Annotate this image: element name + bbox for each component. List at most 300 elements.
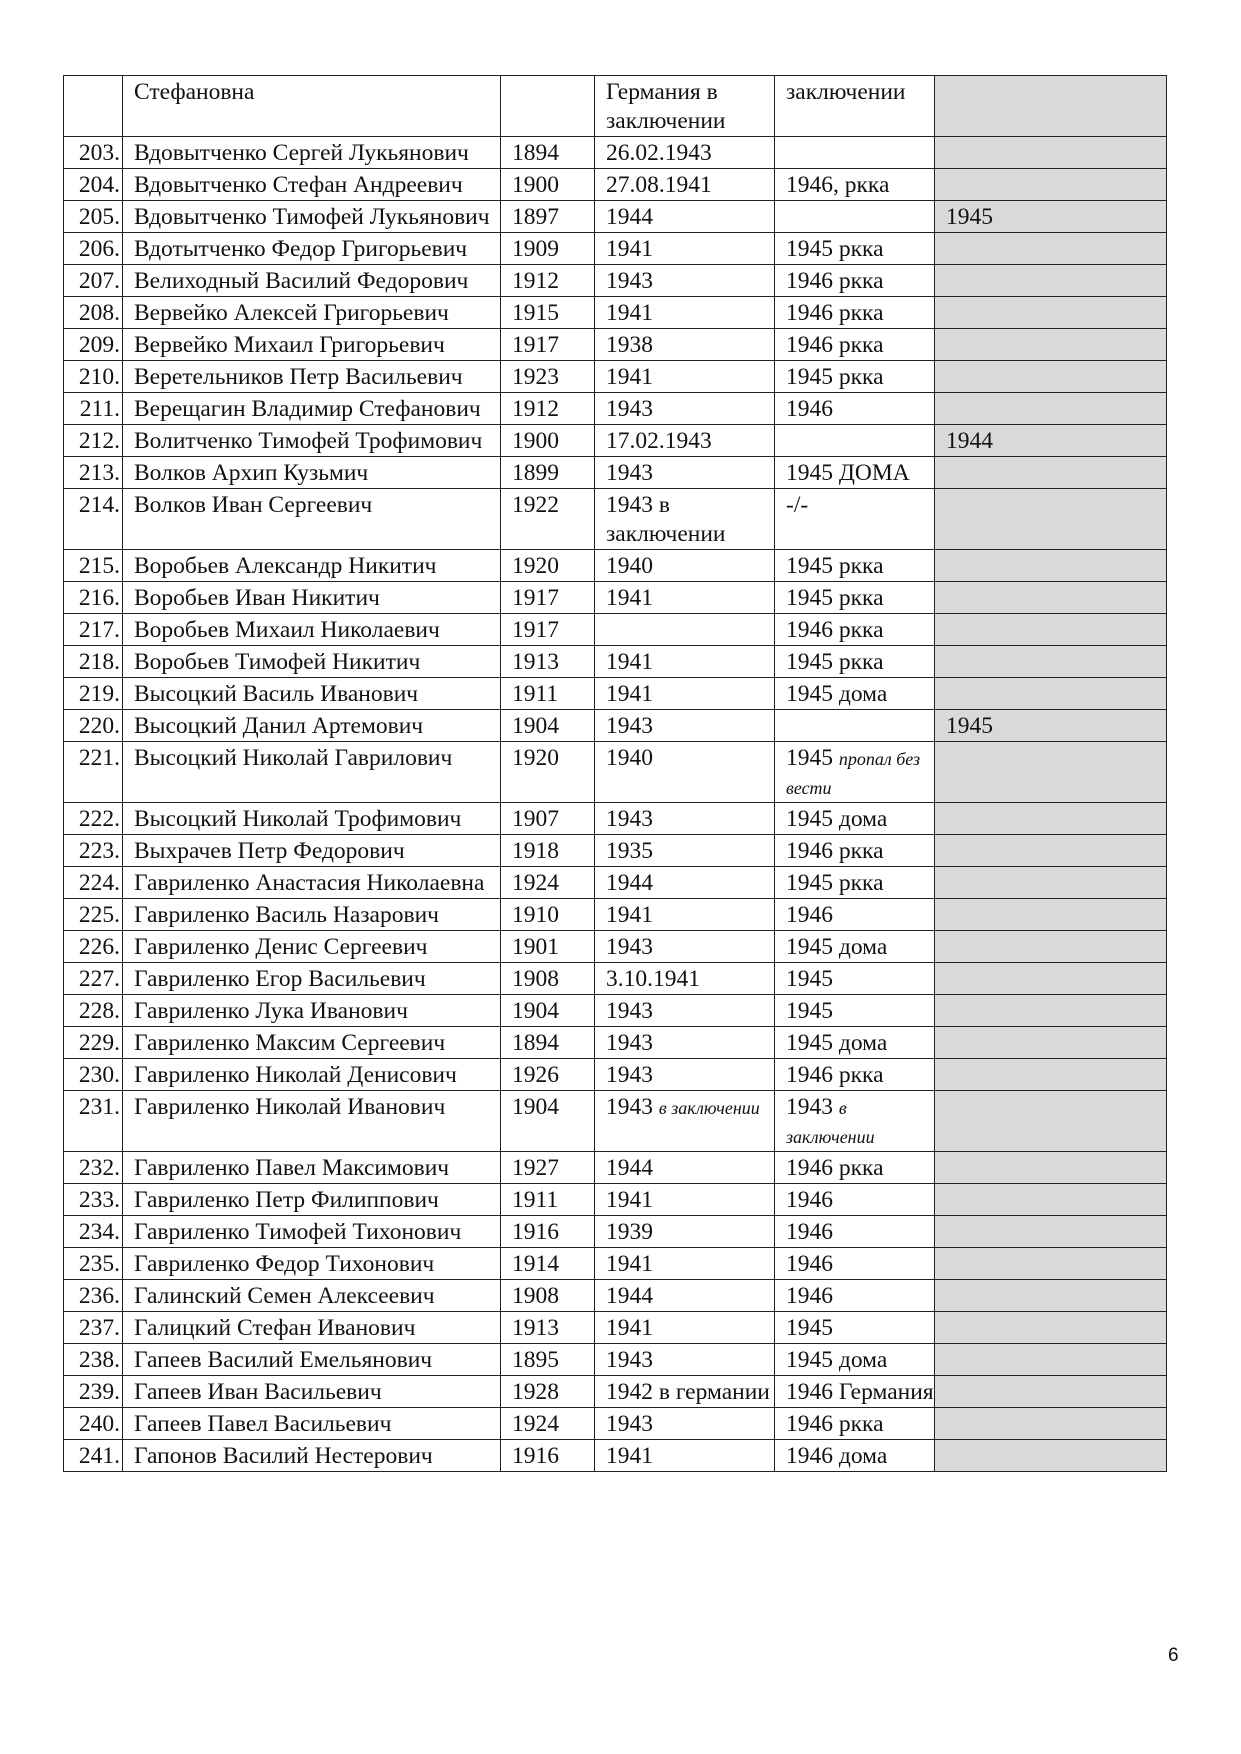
departure-date-cell (595, 835, 775, 867)
record-number: 230. (78, 1062, 120, 1088)
death-year-cell (935, 1376, 1167, 1408)
person-name-cell (123, 742, 501, 803)
person-name-cell (123, 489, 501, 550)
return-info: 1945 (786, 966, 833, 992)
birth-year-cell (501, 1248, 595, 1280)
birth-year-cell (501, 1376, 595, 1408)
person-name-cell (123, 614, 501, 646)
record-number: 236. (78, 1283, 120, 1309)
person-name-cell (123, 297, 501, 329)
return-info: 1945 ркка (786, 585, 884, 611)
death-year-cell (935, 457, 1167, 489)
table-row (64, 137, 1167, 169)
departure-date-cell (595, 995, 775, 1027)
person-name: Высоцкий Данил Артемович (134, 713, 424, 739)
departure-date: 27.08.1941 (606, 172, 712, 198)
person-name: Волитченко Тимофей Трофимович (134, 428, 483, 454)
departure-date: 3.10.1941 (606, 966, 700, 992)
departure-date: 1944 (606, 204, 653, 230)
person-name: Воробьев Александр Никитич (134, 553, 437, 579)
record-number: 205. (78, 204, 120, 230)
death-year-cell (935, 614, 1167, 646)
table-row (64, 710, 1167, 742)
record-number: 213. (78, 460, 120, 486)
record-number-cell (64, 678, 123, 710)
table-row (64, 233, 1167, 265)
record-number: 210. (78, 364, 120, 390)
return-info-cell (775, 550, 935, 582)
record-number: 240. (78, 1411, 120, 1437)
person-name: Гавриленко Николай Иванович (134, 1094, 446, 1120)
birth-year: 1924 (512, 870, 559, 896)
person-name: Высоцкий Николай Трофимович (134, 806, 462, 832)
return-info-cell (775, 329, 935, 361)
record-number-cell (64, 995, 123, 1027)
departure-date-cell (595, 1059, 775, 1091)
birth-year-cell (501, 1344, 595, 1376)
return-info: 1945 ркка (786, 870, 884, 896)
record-number: 216. (78, 585, 120, 611)
record-number-cell (64, 76, 123, 137)
person-name-cell (123, 169, 501, 201)
death-year-cell (935, 1344, 1167, 1376)
birth-year-cell (501, 582, 595, 614)
return-info: 1946 Германия (786, 1379, 934, 1405)
person-name-cell (123, 550, 501, 582)
record-number-cell (64, 457, 123, 489)
table-row (64, 1408, 1167, 1440)
person-name-cell (123, 678, 501, 710)
record-number: 219. (78, 681, 120, 707)
record-number-cell (64, 1059, 123, 1091)
death-year-cell (935, 899, 1167, 931)
return-info-cell (775, 393, 935, 425)
person-name-cell (123, 1440, 501, 1472)
death-year-cell (935, 1312, 1167, 1344)
departure-date-cell (595, 1440, 775, 1472)
table-row (64, 457, 1167, 489)
return-info-cell (775, 931, 935, 963)
record-number-cell (64, 393, 123, 425)
birth-year: 1908 (512, 1283, 559, 1309)
table-row (64, 803, 1167, 835)
departure-date: 1935 (606, 838, 653, 864)
return-info-cell (775, 963, 935, 995)
record-number-cell (64, 265, 123, 297)
record-number-cell (64, 1408, 123, 1440)
departure-date: 1941 (606, 681, 653, 707)
return-info-cell (775, 233, 935, 265)
table-row (64, 329, 1167, 361)
person-name: Гавриленко Денис Сергеевич (134, 934, 428, 960)
person-name: Гавриленко Лука Иванович (134, 998, 408, 1024)
departure-date: 1943 (606, 1030, 653, 1056)
person-name: Галинский Семен Алексеевич (134, 1283, 435, 1309)
return-info: 1945 ДОМА (786, 460, 910, 486)
table-row (64, 393, 1167, 425)
death-year-cell (935, 393, 1167, 425)
person-name-cell (123, 393, 501, 425)
birth-year: 1899 (512, 460, 559, 486)
death-year-cell (935, 582, 1167, 614)
death-year-cell (935, 1440, 1167, 1472)
page-number: 6 (1168, 1645, 1179, 1666)
person-name-cell (123, 963, 501, 995)
birth-year: 1918 (512, 838, 559, 864)
return-info: -/- (786, 492, 809, 518)
death-year-cell (935, 169, 1167, 201)
return-info-cell (775, 678, 935, 710)
person-name: Гавриленко Николай Денисович (134, 1062, 457, 1088)
table-row (64, 582, 1167, 614)
departure-date: 1943 (606, 268, 653, 294)
person-name-cell (123, 582, 501, 614)
death-year-cell (935, 76, 1167, 137)
person-name: Волков Иван Сергеевич (134, 492, 373, 518)
return-info-cell (775, 1248, 935, 1280)
departure-date: 1941 (606, 364, 653, 390)
person-name: Верещагин Владимир Стефанович (134, 396, 481, 422)
person-name: Гапеев Василий Емельянович (134, 1347, 433, 1373)
person-name: Галицкий Стефан Иванович (134, 1315, 416, 1341)
person-name-cell (123, 1280, 501, 1312)
birth-year: 1904 (512, 713, 559, 739)
return-info-cell (775, 742, 935, 803)
birth-year-cell (501, 457, 595, 489)
departure-date-cell (595, 1184, 775, 1216)
death-year-cell (935, 329, 1167, 361)
record-number-cell (64, 1152, 123, 1184)
person-name-cell (123, 867, 501, 899)
birth-year-cell (501, 867, 595, 899)
birth-year-cell (501, 678, 595, 710)
person-name: Высоцкий Василь Иванович (134, 681, 419, 707)
return-info: 1945 (786, 1315, 833, 1341)
departure-date-cell (595, 201, 775, 233)
return-info-cell (775, 1344, 935, 1376)
birth-year-cell (501, 995, 595, 1027)
person-name: Воробьев Тимофей Никитич (134, 649, 421, 675)
person-name: Вервейко Михаил Григорьевич (134, 332, 445, 358)
return-info: 1946, ркка (786, 172, 890, 198)
record-number: 239. (78, 1379, 120, 1405)
birth-year: 1894 (512, 1030, 559, 1056)
person-name-cell (123, 1408, 501, 1440)
return-info: 1945 ркка (786, 553, 884, 579)
birth-year: 1904 (512, 1094, 559, 1120)
record-number: 229. (78, 1030, 120, 1056)
birth-year-cell (501, 297, 595, 329)
return-info-cell (775, 1440, 935, 1472)
birth-year-cell (501, 1091, 595, 1152)
departure-date-cell (595, 489, 775, 550)
record-number-cell (64, 1027, 123, 1059)
birth-year: 1907 (512, 806, 559, 832)
death-year-cell (935, 1248, 1167, 1280)
departure-date: 1943 (606, 998, 653, 1024)
departure-date-cell (595, 710, 775, 742)
record-number: 204. (78, 172, 120, 198)
record-number: 234. (78, 1219, 120, 1245)
record-number: 235. (78, 1251, 120, 1277)
record-number: 209. (78, 332, 120, 358)
birth-year: 1908 (512, 966, 559, 992)
death-year-cell (935, 1091, 1167, 1152)
person-name-cell (123, 1312, 501, 1344)
record-number: 231. (78, 1094, 120, 1120)
record-number: 212. (78, 428, 120, 454)
record-number: 238. (78, 1347, 120, 1373)
person-name-cell (123, 1248, 501, 1280)
departure-date-cell (595, 265, 775, 297)
return-info: 1945 ркка (786, 649, 884, 675)
record-number: 237. (78, 1315, 120, 1341)
record-number-cell (64, 582, 123, 614)
table-row (64, 201, 1167, 233)
person-name-cell (123, 265, 501, 297)
return-info-cell (775, 1152, 935, 1184)
table-row (64, 742, 1167, 803)
departure-date: 1941 (606, 1187, 653, 1213)
return-info: 1945 дома (786, 681, 888, 707)
departure-date-cell (595, 1312, 775, 1344)
table-row (64, 931, 1167, 963)
death-year-cell (935, 489, 1167, 550)
return-info: 1946 ркка (786, 1411, 884, 1437)
return-info-cell (775, 201, 935, 233)
departure-date: 1941 (606, 1443, 653, 1469)
return-info-cell (775, 803, 935, 835)
person-name-cell (123, 1376, 501, 1408)
return-info-cell (775, 710, 935, 742)
birth-year-cell (501, 1408, 595, 1440)
death-year-cell (935, 1280, 1167, 1312)
departure-date-cell (595, 361, 775, 393)
return-info: 1946 (786, 1187, 833, 1213)
return-info-cell (775, 867, 935, 899)
birth-year: 1910 (512, 902, 559, 928)
departure-date-cell (595, 1091, 775, 1152)
record-number: 226. (78, 934, 120, 960)
death-year-cell (935, 835, 1167, 867)
record-number: 214. (78, 492, 120, 518)
person-name-cell (123, 1091, 501, 1152)
return-info: 1945 дома (786, 1030, 888, 1056)
table-row (64, 297, 1167, 329)
departure-date-cell (595, 582, 775, 614)
person-name-cell (123, 201, 501, 233)
birth-year-cell (501, 137, 595, 169)
birth-year: 1917 (512, 585, 559, 611)
record-number-cell (64, 550, 123, 582)
birth-year-cell (501, 614, 595, 646)
record-number-cell (64, 1376, 123, 1408)
birth-year: 1923 (512, 364, 559, 390)
record-number-cell (64, 1440, 123, 1472)
record-number-cell (64, 646, 123, 678)
birth-year: 1894 (512, 140, 559, 166)
table-row (64, 1344, 1167, 1376)
return-info-cell (775, 582, 935, 614)
birth-year-cell (501, 1312, 595, 1344)
table-row (64, 1091, 1167, 1152)
birth-year: 1911 (512, 1187, 559, 1213)
table-row (64, 265, 1167, 297)
return-info: 1946 дома (786, 1443, 888, 1469)
record-number: 224. (78, 870, 120, 896)
death-year-cell (935, 710, 1167, 742)
return-info: 1943 (786, 1094, 833, 1120)
death-year-cell (935, 1216, 1167, 1248)
record-number: 206. (78, 236, 120, 262)
birth-year-cell (501, 1440, 595, 1472)
departure-date: 1944 (606, 1155, 653, 1181)
record-number-cell (64, 867, 123, 899)
table-row (64, 1027, 1167, 1059)
person-name: Гавриленко Максим Сергеевич (134, 1030, 446, 1056)
record-number: 221. (78, 745, 120, 771)
departure-date-cell (595, 867, 775, 899)
person-name: Гавриленко Петр Филиппович (134, 1187, 439, 1213)
person-name-cell (123, 646, 501, 678)
departure-date-cell (595, 646, 775, 678)
birth-year: 1914 (512, 1251, 559, 1277)
departure-date-cell (595, 1248, 775, 1280)
record-number-cell (64, 742, 123, 803)
departure-date-cell (595, 393, 775, 425)
return-info: 1946 ркка (786, 838, 884, 864)
departure-date: 1941 (606, 902, 653, 928)
return-info-cell (775, 489, 935, 550)
birth-year-cell (501, 931, 595, 963)
departure-date-cell (595, 297, 775, 329)
person-name-cell (123, 1027, 501, 1059)
birth-year: 1927 (512, 1155, 559, 1181)
record-number: 232. (78, 1155, 120, 1181)
birth-year-cell (501, 550, 595, 582)
record-number-cell (64, 1184, 123, 1216)
return-info-cell (775, 361, 935, 393)
departure-date: 1941 (606, 236, 653, 262)
departure-date-cell (595, 1344, 775, 1376)
death-year-cell (935, 646, 1167, 678)
table-row (64, 1376, 1167, 1408)
birth-year: 1913 (512, 1315, 559, 1341)
return-info: 1946 ркка (786, 1155, 884, 1181)
return-info-note: пропал без вести (786, 749, 921, 798)
person-name: Вдовытченко Тимофей Лукьянович (134, 204, 490, 230)
person-name-cell (123, 835, 501, 867)
birth-year: 1926 (512, 1062, 559, 1088)
departure-date-cell (595, 1376, 775, 1408)
departure-date: 1938 (606, 332, 653, 358)
record-number-cell (64, 201, 123, 233)
record-number: 227. (78, 966, 120, 992)
return-info: 1945 ркка (786, 364, 884, 390)
record-number-cell (64, 1312, 123, 1344)
departure-date-cell (595, 425, 775, 457)
person-name: Гапонов Василий Нестерович (134, 1443, 433, 1469)
person-name: Гавриленко Федор Тихонович (134, 1251, 435, 1277)
departure-date: 1943 (606, 1062, 653, 1088)
departure-date-cell (595, 931, 775, 963)
return-info-cell (775, 1027, 935, 1059)
birth-year-cell (501, 1059, 595, 1091)
departure-date: 1942 в германии (606, 1379, 770, 1405)
return-info-cell (775, 995, 935, 1027)
birth-year: 1912 (512, 396, 559, 422)
birth-year: 1897 (512, 204, 559, 230)
departure-date-cell (595, 803, 775, 835)
departure-date: 1940 (606, 553, 653, 579)
records-table (63, 75, 1167, 1472)
record-number-cell (64, 931, 123, 963)
death-year-cell (935, 361, 1167, 393)
person-name-cell (123, 710, 501, 742)
record-number-cell (64, 835, 123, 867)
return-info: 1945 дома (786, 806, 888, 832)
record-number-cell (64, 489, 123, 550)
departure-date: 1944 (606, 1283, 653, 1309)
record-number: 218. (78, 649, 120, 675)
table-row (64, 614, 1167, 646)
birth-year: 1913 (512, 649, 559, 675)
record-number-cell (64, 425, 123, 457)
departure-date: 1943 в заключении (606, 492, 726, 547)
record-number: 217. (78, 617, 120, 643)
birth-year-cell (501, 1027, 595, 1059)
death-year-cell (935, 1059, 1167, 1091)
person-name: Волков Архип Кузьмич (134, 460, 369, 486)
record-number: 203. (78, 140, 120, 166)
departure-date: 1943 (606, 460, 653, 486)
table-row (64, 1216, 1167, 1248)
person-name: Высоцкий Николай Гаврилович (134, 745, 453, 771)
person-name-cell (123, 457, 501, 489)
departure-date-cell (595, 137, 775, 169)
birth-year: 1900 (512, 428, 559, 454)
return-info-cell (775, 1280, 935, 1312)
person-name: Вдотытченко Федор Григорьевич (134, 236, 468, 262)
person-name-cell (123, 1059, 501, 1091)
return-info-cell (775, 614, 935, 646)
death-year-cell (935, 867, 1167, 899)
birth-year-cell (501, 233, 595, 265)
birth-year: 1904 (512, 998, 559, 1024)
record-number-cell (64, 1280, 123, 1312)
birth-year-cell (501, 742, 595, 803)
departure-date: 17.02.1943 (606, 428, 712, 454)
record-number-cell (64, 361, 123, 393)
person-name-cell (123, 899, 501, 931)
return-info: 1946 ркка (786, 617, 884, 643)
departure-date: 1943 (606, 1094, 653, 1120)
birth-year-cell (501, 1184, 595, 1216)
person-name-cell (123, 76, 501, 137)
departure-date-note: в заключении (658, 1098, 760, 1118)
birth-year-cell (501, 489, 595, 550)
birth-year-cell (501, 425, 595, 457)
person-name: Гавриленко Павел Максимович (134, 1155, 450, 1181)
person-name: Гавриленко Василь Назарович (134, 902, 439, 928)
record-number: 233. (78, 1187, 120, 1213)
table-row (64, 867, 1167, 899)
person-name: Веретельников Петр Васильевич (134, 364, 463, 390)
departure-date: 1941 (606, 585, 653, 611)
person-name: Гавриленко Егор Васильевич (134, 966, 426, 992)
birth-year-cell (501, 899, 595, 931)
person-name: Воробьев Иван Никитич (134, 585, 380, 611)
